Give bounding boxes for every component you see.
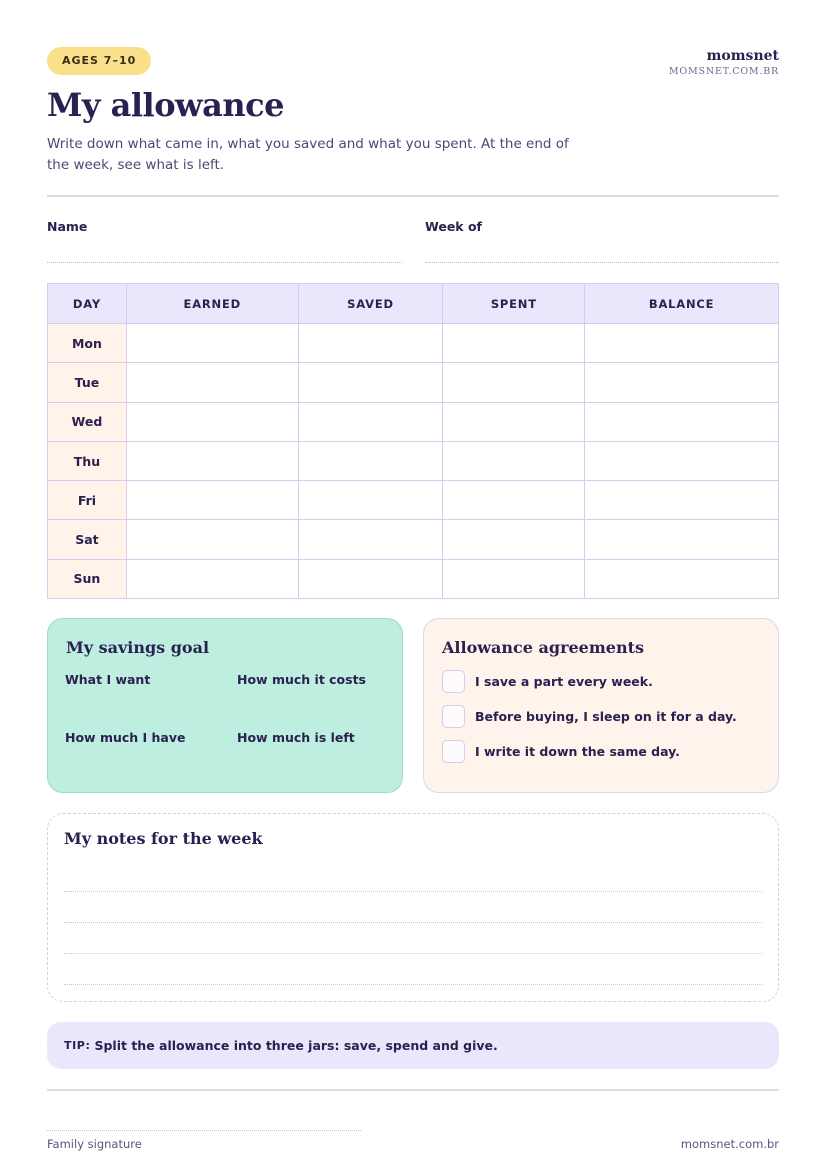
allowance-table [47, 283, 779, 599]
day-cell: Thu [48, 441, 127, 480]
agreement-item [442, 670, 653, 693]
spent-cell[interactable] [443, 363, 585, 402]
agreement-checkbox[interactable] [442, 705, 465, 728]
page-title: My allowance [47, 86, 284, 124]
how-much-it-costs-label: How much it costs [237, 672, 366, 687]
earned-cell[interactable] [126, 520, 298, 559]
notes-line[interactable] [64, 891, 762, 892]
column-header-spent: SPENT [443, 284, 585, 324]
column-header-balance: BALANCE [585, 284, 779, 324]
table-row [48, 402, 779, 441]
page-subtitle: Write down what came in, what you saved and what you spent. At the end of the week, see what is left. [47, 136, 569, 173]
day-cell: Fri [48, 481, 127, 520]
agreement-item [442, 705, 737, 728]
earned-cell[interactable] [126, 559, 298, 598]
earned-cell[interactable] [126, 363, 298, 402]
week-field[interactable] [425, 262, 779, 263]
notes-title: My notes for the week [64, 829, 263, 848]
brand-name: momsnet [706, 48, 779, 64]
name-field[interactable] [47, 262, 402, 263]
table-row [48, 324, 779, 363]
earned-cell[interactable] [126, 481, 298, 520]
saved-cell[interactable] [298, 481, 443, 520]
saved-cell[interactable] [298, 520, 443, 559]
spent-cell[interactable] [443, 481, 585, 520]
day-cell: Sun [48, 559, 127, 598]
signature-field[interactable] [47, 1130, 361, 1131]
signature-label: Family signature [47, 1137, 142, 1151]
saved-cell[interactable] [298, 402, 443, 441]
agreement-checkbox[interactable] [442, 670, 465, 693]
agreements-title: Allowance agreements [442, 638, 644, 657]
how-much-i-have-label: How much I have [65, 730, 186, 745]
table-row [48, 520, 779, 559]
spent-cell[interactable] [443, 324, 585, 363]
balance-cell[interactable] [585, 402, 779, 441]
savings-goal-panel [47, 618, 403, 793]
balance-cell[interactable] [585, 481, 779, 520]
balance-cell[interactable] [585, 324, 779, 363]
what-i-want-label: What I want [65, 672, 151, 687]
balance-cell[interactable] [585, 559, 779, 598]
agreement-text: I write it down the same day. [475, 744, 680, 759]
notes-line[interactable] [64, 953, 762, 954]
spent-cell[interactable] [443, 559, 585, 598]
table-row [48, 481, 779, 520]
day-cell: Tue [48, 363, 127, 402]
agreement-text: Before buying, I sleep on it for a day. [475, 709, 737, 724]
spent-cell[interactable] [443, 402, 585, 441]
table-row [48, 559, 779, 598]
balance-cell[interactable] [585, 363, 779, 402]
agreements-panel [423, 618, 779, 793]
spent-cell[interactable] [443, 441, 585, 480]
brand-logo [669, 48, 779, 77]
balance-cell[interactable] [585, 441, 779, 480]
table-row [48, 363, 779, 402]
spent-cell[interactable] [443, 520, 585, 559]
earned-cell[interactable] [126, 441, 298, 480]
day-cell: Mon [48, 324, 127, 363]
header-divider [47, 195, 779, 197]
column-header-saved: SAVED [298, 284, 443, 324]
earned-cell[interactable] [126, 324, 298, 363]
week-label: Week of [425, 219, 482, 234]
agreement-checkbox[interactable] [442, 740, 465, 763]
brand-url: MOMSNET.COM.BR [668, 66, 779, 77]
footer-url: momsnet.com.br [680, 1137, 779, 1151]
table-header-row [48, 284, 779, 324]
notes-panel [47, 813, 779, 1002]
tip-text: Split the allowance into three jars: save, spend and give. [94, 1038, 498, 1053]
footer-divider [47, 1089, 779, 1091]
day-cell: Wed [48, 402, 127, 441]
column-header-earned: EARNED [126, 284, 298, 324]
saved-cell[interactable] [298, 324, 443, 363]
earned-cell[interactable] [126, 402, 298, 441]
age-badge: AGES 7–10 [47, 47, 151, 75]
saved-cell[interactable] [298, 363, 443, 402]
how-much-is-left-label: How much is left [237, 730, 355, 745]
day-cell: Sat [48, 520, 127, 559]
agreement-text: I save a part every week. [475, 674, 653, 689]
name-label: Name [47, 219, 88, 234]
notes-line[interactable] [64, 984, 762, 985]
agreement-item [442, 740, 680, 763]
column-header-day: DAY [48, 284, 127, 324]
tip-banner [47, 1022, 779, 1069]
saved-cell[interactable] [298, 441, 443, 480]
savings-goal-title: My savings goal [66, 638, 210, 657]
saved-cell[interactable] [298, 559, 443, 598]
table-row [48, 441, 779, 480]
notes-line[interactable] [64, 922, 762, 923]
balance-cell[interactable] [585, 520, 779, 559]
tip-key: TIP: [64, 1039, 91, 1052]
